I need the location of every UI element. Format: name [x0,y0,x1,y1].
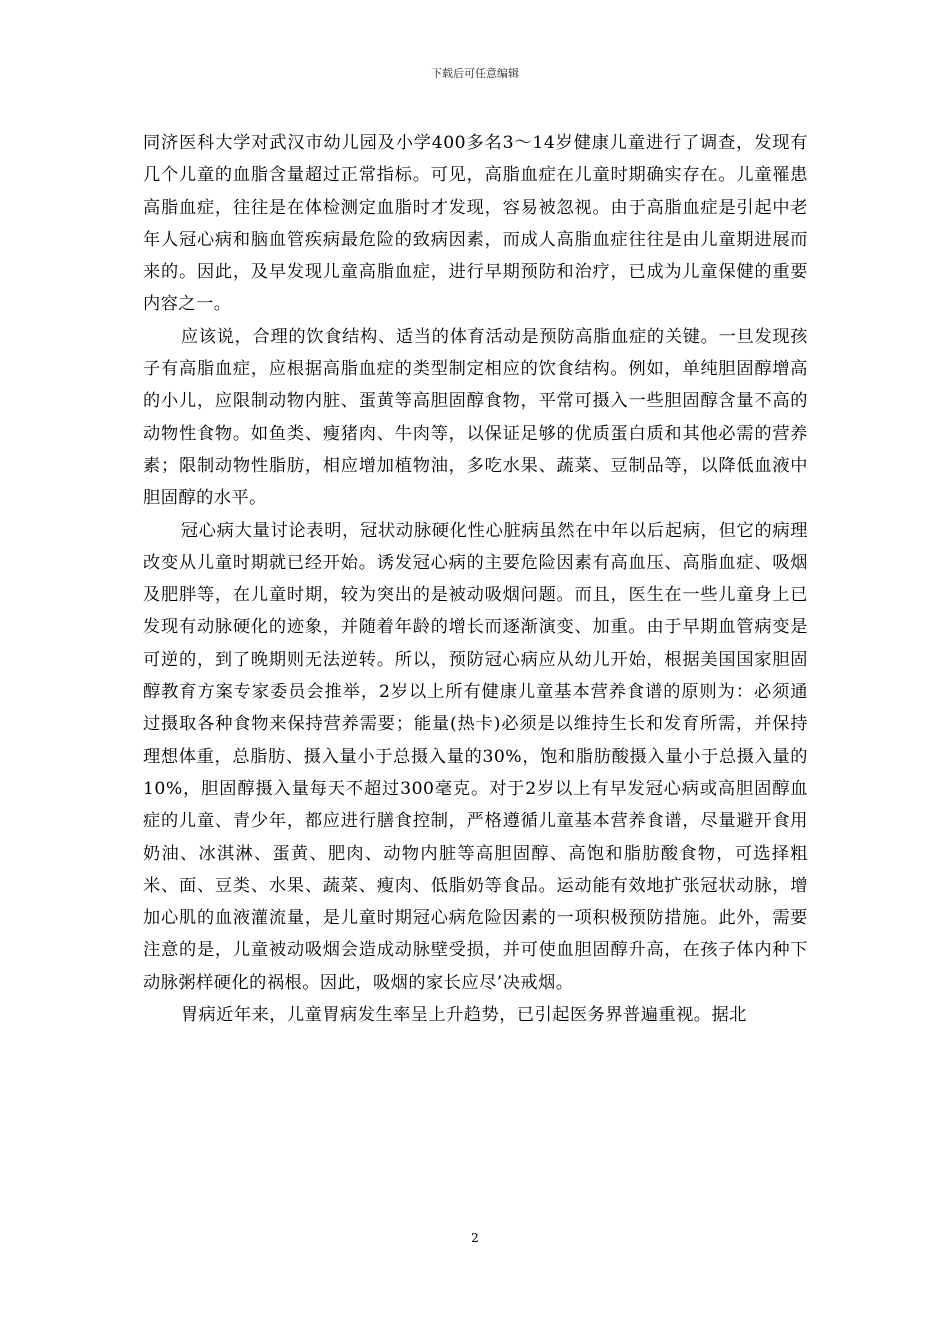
page-number: 2 [471,1231,479,1245]
body-text [143,127,808,1031]
paragraph-coronary-heart-disease: 冠心病大量讨论表明，冠状动脉硬化性心脏病虽然在中年以后起病，但它的病理改变从儿童时期就已经开始。诱发冠心病的主要危险因素有高血压、高脂血症、吸烟及肥胖等，在儿童时期，较为突出的是被动吸烟问题。而且，医生在一些儿童身上已发现有动脉硬化的迹象，并随着年龄的增长而逐渐演变、加重。由于早期血管病变是可逆的，到了晚期则无法逆转。所以，预防冠心病应从幼儿开始，根据美国国家胆固醇教育方案专家委员会推举，2岁以上所有健康儿童基本营养食谱的原则为：必须通过摄取各种食物来保持营养需要；能量(热卡)必须是以维持生长和发育所需，并保持理想体重，总脂肪、摄入量小于总摄入量的30%，饱和脂肪酸摄入量小于总摄入量的10%，胆固醇摄入量每天不超过300毫克。对于2岁以上有早发冠心病或高胆固醇血症的儿童、青少年，都应进行膳食控制，严格遵循儿童基本营养食谱，尽量避开食用奶油、冰淇淋、蛋黄、肥肉、动物内脏等高胆固醇、高饱和脂肪酸食物，可选择粗米、面、豆类、水果、蔬菜、瘦肉、低脂奶等食品。运动能有效地扩张冠状动脉，增加心肌的血液灌流量，是儿童时期冠心病危险因素的一项积极预防措施。此外，需要注意的是，儿童被动吸烟会造成动脉壁受损，并可使血胆固醇升高，在孩子体内种下动脉粥样硬化的祸根。因此，吸烟的家长应尽’决戒烟。 [143,520,808,993]
paragraph-diet-prevention: 应该说，合理的饮食结构、适当的体育活动是预防高脂血症的关键。一旦发现孩子有高脂血症，应根据高脂血症的类型制定相应的饮食结构。例如，单纯胆固醇增高的小儿，应限制动物内脏、蛋黄等高胆固醇食物，平常可摄入一些胆固醇含量不高的动物性食物。如鱼类、瘦猪肉、牛肉等，以保证足够的优质蛋白质和其他必需的营养素；限制动物性脂肪，相应增加植物油，多吃水果、蔬菜、豆制品等，以降低血液中胆固醇的水平。 [143,326,808,509]
paragraph-hyperlipidemia-survey: 同济医科大学对武汉市幼儿园及小学400多名3～14岁健康儿童进行了调查，发现有几个儿童的血脂含量超过正常指标。可见，高脂血症在儿童时期确实存在。儿童罹患高脂血症，往往是在体检测定血脂时才发现，容易被忽视。由于高脂血症是引起中老年人冠心病和脑血管疾病最危险的致病因素，而成人高脂血症往往是由儿童期进展而来的。因此，及早发现儿童高脂血症，进行早期预防和治疗，已成为儿童保健的重要内容之一。 [143,133,808,315]
page-header: 下载后可任意编辑 [431,67,519,80]
paragraph-stomach-disease: 胃病近年来，儿童胃病发生率呈上升趋势，已引起医务界普遍重视。据北 [180,1005,747,1026]
